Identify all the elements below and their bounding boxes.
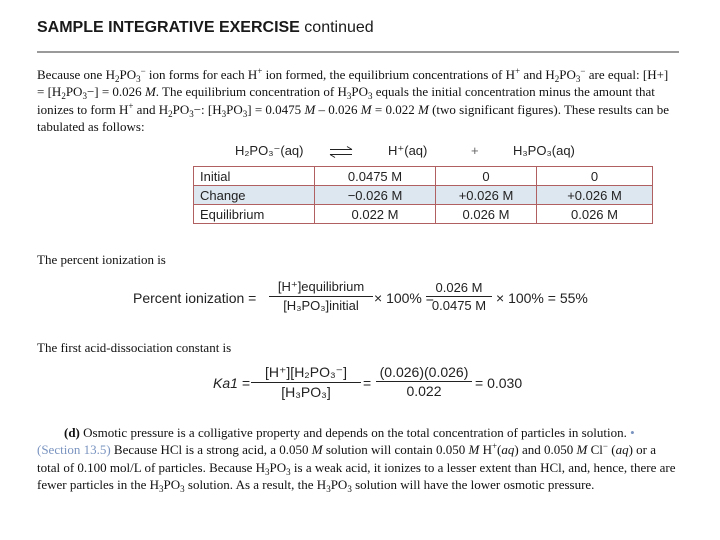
row-label: Equilibrium: [194, 205, 315, 224]
fraction-values: [376, 364, 472, 399]
bullet-icon: •: [630, 425, 635, 440]
ice-table: [193, 166, 653, 224]
fraction-numerator-value: 0.026 M: [426, 280, 492, 297]
row-label: Initial: [194, 167, 315, 186]
table-cell: 0.022 M: [315, 205, 436, 224]
table-cell: 0.026 M: [436, 205, 537, 224]
table-cell: −0.026 M: [315, 186, 436, 205]
table-cell: +0.026 M: [436, 186, 537, 205]
table-cell: 0: [537, 167, 653, 186]
fraction-denominator: [H₃PO₃]: [281, 384, 331, 400]
fraction-denominator: [H₃PO₃]initial: [283, 298, 359, 313]
ka1-result: = 0.030: [475, 375, 523, 391]
page-title: [37, 19, 374, 37]
table-cell: 0.026 M: [537, 205, 653, 224]
product-h-ion: H⁺(aq): [388, 143, 428, 158]
title-rest: continued: [299, 19, 374, 36]
formula-lhs: Ka1 =: [213, 375, 250, 391]
table-cell: +0.026 M: [537, 186, 653, 205]
times-100: × 100% =: [374, 290, 434, 306]
title-bold: SAMPLE INTEGRATIVE EXERCISE: [37, 19, 300, 36]
paragraph-equilibrium: Because one $H_2PO_3^-$ ion forms for each H+ ion formed, the equilibrium concentrations of H+ and $H_2PO_3^-$ are equal: $[H+] = [H_2PO_3-] = 0.026$ M. The equilibrium concentration of $H_3PO_3$ equals the initial concentration minus the amount that ionizes to form H+ and $H_2PO_3-$: $[H_3PO_3] = 0.0475$ M – 0.026 M = 0.022 M (two significant figures). These results can be tabulated as follows:: [37, 66, 670, 134]
percent-result: × 100% = 55%: [496, 290, 588, 306]
fraction-numerator-value: (0.026)(0.026): [376, 364, 472, 382]
plus-sign: +: [471, 143, 479, 158]
section-link[interactable]: (Section 13.5): [37, 442, 111, 458]
fraction-denominator-value: 0.022: [406, 383, 442, 399]
reaction-equation: [193, 143, 599, 161]
title-divider: [37, 51, 679, 53]
fraction-numerator: [H⁺]equilibrium: [269, 279, 373, 297]
fraction-denominator-value: 0.0475 M: [431, 298, 487, 313]
fraction-concentrations: [269, 279, 373, 313]
ka1-formula: [213, 364, 523, 406]
formula-lhs: Percent ionization =: [133, 290, 257, 306]
reactant: H₂PO₃⁻(aq): [235, 143, 304, 158]
table-row-initial: [194, 167, 653, 186]
table-cell: 0: [436, 167, 537, 186]
equals-sign: =: [363, 375, 372, 391]
product-h3po3: H₃PO₃(aq): [513, 143, 575, 158]
row-label: Change: [194, 186, 315, 205]
fraction-concentrations: [251, 364, 361, 400]
fraction-values: [426, 280, 492, 313]
ka1-label: The first acid-dissociation constant is: [37, 340, 232, 355]
table-row-equilibrium: [194, 205, 653, 224]
fraction-numerator: [H⁺][H₂PO₃⁻]: [251, 364, 361, 383]
percent-ionization-label: The percent ionization is: [37, 252, 166, 267]
equilibrium-arrows-icon: [329, 146, 353, 158]
paragraph-osmotic-pressure: (d) Osmotic pressure is a colligative property and depends on the total concentration of particles in solution. • (Section 13.5) Because HCl is a strong acid, a 0.050 M solution will contain 0.050 M H+(aq) and 0.050 M Cl− (aq) or a total of 0.100 mol/L of particles. Because $H_3PO_3$ is a weak acid, it ionizes to a lesser extent than HCl, and, hence, there are fewer particles in the $H_3PO_3$ solution. As a result, the $H_3PO_3$ solution will have the lower osmotic pressure.: [37, 425, 676, 494]
table-cell: 0.0475 M: [315, 167, 436, 186]
table-row-change: [194, 186, 653, 205]
percent-ionization-formula: [133, 279, 593, 321]
part-d-label: (d): [64, 425, 80, 440]
